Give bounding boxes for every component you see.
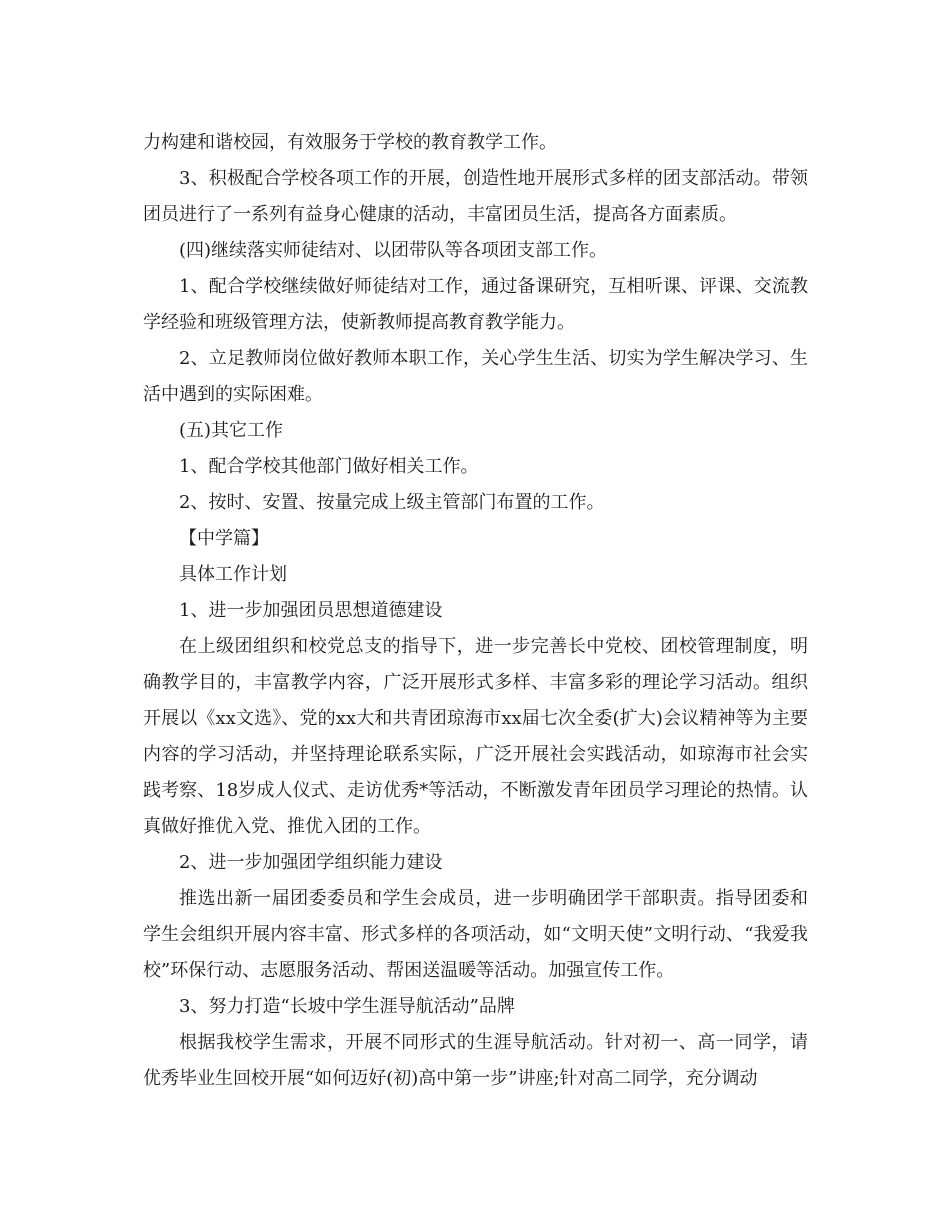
- heading-item-2-organization: 2、进一步加强团学组织能力建设: [179, 852, 443, 873]
- section-title-middle-school: 【中学篇】: [179, 528, 269, 549]
- heading-item-1-moral: 1、进一步加强团员思想道德建设: [179, 600, 443, 621]
- paragraph-item-1-cooperate: 1、配合学校其他部门做好相关工作。: [179, 456, 479, 477]
- document-body: [143, 125, 808, 1097]
- paragraph-organization: 推选出新一届团委委员和学生会成员，进一步明确团学干部职责。指导团委和学生会组织开展内容丰富、形式多样的各项活动，如“文明天使”文明行动、“我爱我校”环保行动、志愿服务活动、帮困送温暖等活动。加强宣传工作。: [143, 888, 808, 981]
- paragraph-item-2-duties: 2、立足教师岗位做好教师本职工作，关心学生生活、切实为学生解决学习、生活中遇到的实际困难。: [143, 348, 808, 405]
- paragraph-item-1-mentoring: 1、配合学校继续做好师徒结对工作，通过备课研究，互相听课、评课、交流教学经验和班级管理方法，使新教师提高教育教学能力。: [143, 276, 808, 333]
- paragraph-item-2-complete: 2、按时、安置、按量完成上级主管部门布置的工作。: [179, 492, 605, 513]
- paragraph-item-3-activities: 3、积极配合学校各项工作的开展，创造性地开展形式多样的团支部活动。带领团员进行了一系列有益身心健康的活动，丰富团员生活，提高各方面素质。: [143, 168, 808, 225]
- subtitle-work-plan: 具体工作计划: [179, 564, 287, 585]
- section-heading-four: (四)继续落实师徒结对、以团带队等各项团支部工作。: [179, 240, 608, 261]
- heading-item-3-career: 3、努力打造“长坡中学生涯导航活动”品牌: [179, 996, 515, 1017]
- section-heading-five: (五)其它工作: [179, 420, 284, 441]
- paragraph-moral-building: 在上级团组织和校党总支的指导下，进一步完善长中党校、团校管理制度，明确教学目的，丰富教学内容，广泛开展形式多样、丰富多彩的理论学习活动。组织开展以《xx文选》、党的xx大和共青团琼海市xx届七次全委(扩大)会议精神等为主要内容的学习活动，并坚持理论联系实际，广泛开展社会实践活动，如琼海市社会实践考察、18岁成人仪式、走访优秀*等活动，不断激发青年团员学习理论的热情。认真做好推优入党、推优入团的工作。: [143, 636, 808, 837]
- paragraph-career-navigation: 根据我校学生需求，开展不同形式的生涯导航活动。针对初一、高一同学，请优秀毕业生回校开展“如何迈好(初)高中第一步”讲座;针对高二同学，充分调动: [143, 1032, 808, 1089]
- paragraph-continuation: 力构建和谐校园，有效服务于学校的教育教学工作。: [143, 132, 557, 153]
